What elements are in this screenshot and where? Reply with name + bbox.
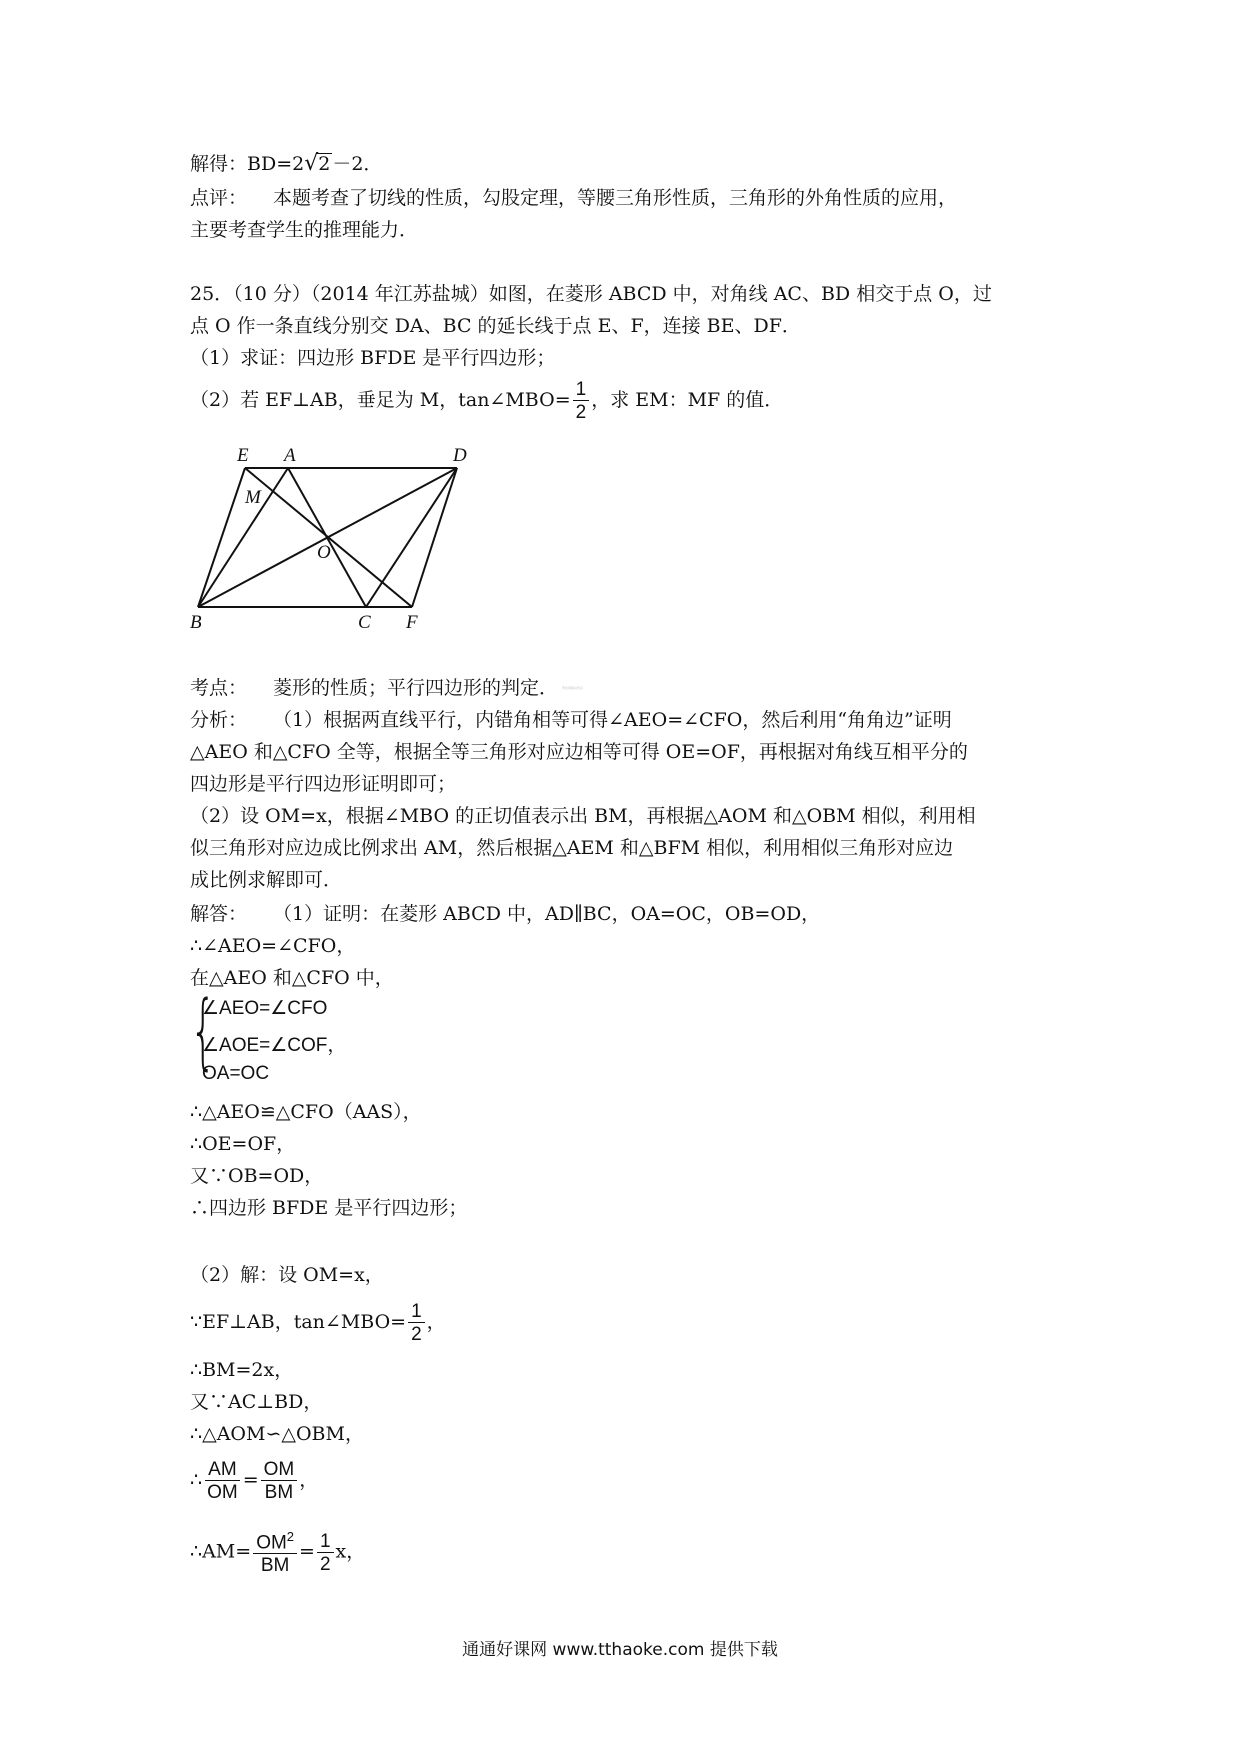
fraction-am-om: $\frac{AM}{OM}$	[207, 1459, 238, 1503]
label-D: D	[453, 445, 467, 466]
comment-text: 本题考查了切线的性质，勾股定理，等腰三角形性质，三角形的外角性质的应用，	[273, 187, 958, 209]
answer-line-6: 又∵OB=OD，	[190, 1165, 324, 1187]
problem-25-line-2: 点 O 作一条直线分别交 DA、BC 的延长线于点 E、F，连接 BE、DF．	[190, 315, 801, 337]
analysis-line-5: 似三角形对应边成比例求出 AM，然后根据△AEM 和△BFM 相似，利用相似三角形对应边	[190, 837, 954, 859]
comment-line-2: 主要考查学生的推理能力．	[190, 219, 419, 241]
fraction-half: $\frac{1}{2}$	[317, 1532, 334, 1574]
label-B: B	[190, 612, 202, 632]
analysis-line-1	[190, 708, 952, 732]
label-F: F	[406, 612, 418, 632]
answer-line-4: ∴△AEO≌△CFO（AAS），	[190, 1101, 422, 1123]
label-M: M	[245, 487, 261, 508]
comment-label: 点评：	[190, 187, 248, 209]
label-C: C	[358, 612, 371, 632]
answer-line-5: ∴OE=OF，	[190, 1133, 296, 1155]
fraction-half: $\frac{1}{2}$	[573, 380, 590, 422]
text: （2）若 EF⊥AB，垂足为 M，tan∠MBO=	[190, 389, 571, 411]
page-footer: 通通好课网 www.tthaoke.com 提供下载	[462, 1640, 778, 1660]
answer-label: 解答：	[190, 903, 248, 925]
analysis-line-2: △AEO 和△CFO 全等，根据全等三角形对应边相等可得 OE=OF，再根据对角线互相平分的	[190, 741, 968, 763]
comment-line-1	[190, 186, 957, 210]
analysis-line-3: 四边形是平行四边形证明即可；	[190, 773, 457, 795]
analysis-text: （1）根据两直线平行，内错角相等可得∠AEO=∠CFO，然后利用“角角边”证明	[273, 709, 952, 731]
analysis-label: 分析：	[190, 709, 248, 731]
answer-line-2: ∴∠AEO=∠CFO，	[190, 935, 356, 957]
condition-1: ∠AEO=∠CFO	[202, 998, 328, 1019]
kaodian-label: 考点：	[190, 677, 248, 699]
geometry-diagram	[190, 440, 490, 632]
text: ，	[426, 1311, 446, 1333]
part2-line-4: 又∵AC⊥BD，	[190, 1391, 323, 1413]
sqrt-content: 2	[318, 153, 331, 175]
fraction-half: $\frac{1}{2}$	[408, 1302, 425, 1344]
text: 解得：BD=2	[190, 153, 305, 175]
label-O: O	[317, 542, 331, 563]
part2-line-3: ∴BM=2x，	[190, 1359, 294, 1381]
sqrt-sign: √	[304, 151, 319, 176]
line-BA	[198, 468, 288, 607]
fraction-om2-bm: $\frac{OM^2}{BM}$	[253, 1530, 297, 1575]
condition-3: OA=OC	[202, 1063, 270, 1084]
problem-part-1: （1）求证：四边形 BFDE 是平行四边形；	[190, 347, 556, 369]
part2-line-6	[190, 1460, 318, 1502]
line-EF	[245, 468, 412, 607]
part2-line-5: ∴△AOM∽△OBM，	[190, 1423, 364, 1445]
line-CD	[366, 468, 457, 607]
answer-text: （1）证明：在菱形 ABCD 中，AD∥BC，OA=OC，OB=OD，	[273, 903, 821, 925]
problem-part-2	[190, 380, 783, 422]
fraction-om-bm: $\frac{OM}{BM}$	[261, 1460, 298, 1502]
part2-line-2	[190, 1302, 446, 1344]
text: =	[299, 1540, 315, 1563]
analysis-line-4: （2）设 OM=x，根据∠MBO 的正切值表示出 BM，再根据△AOM 和△OBM 相似，利用相	[190, 805, 976, 827]
text: x，	[335, 1540, 366, 1563]
solution-bd-line	[190, 152, 382, 176]
text: ∴AM=	[190, 1540, 252, 1563]
kaodian-text: 菱形的性质；平行四边形的判定．	[273, 677, 559, 699]
text: =	[242, 1469, 259, 1491]
answer-line-7: ∴四边形 BFDE 是平行四边形；	[190, 1197, 468, 1219]
problem-25-line-1: 25．（10 分）（2014 年江苏盐城）如图，在菱形 ABCD 中，对角线 AC、BD 相交于点 O，过	[190, 283, 992, 305]
text: ，	[299, 1469, 319, 1491]
text: ∵EF⊥AB，tan∠MBO=	[190, 1311, 407, 1333]
answer-line-3: 在△AEO 和△CFO 中，	[190, 967, 394, 989]
condition-2: ∠AOE=∠COF，	[202, 1035, 347, 1056]
watermark-text: 菁优网版权所有	[562, 686, 584, 690]
label-A: A	[284, 445, 296, 466]
label-E: E	[237, 445, 249, 466]
analysis-line-6: 成比例求解即可．	[190, 869, 343, 891]
part2-line-1: （2）解：设 OM=x，	[190, 1264, 384, 1286]
left-brace: {	[190, 984, 217, 1079]
text: ∴	[190, 1469, 203, 1491]
answer-line-1	[190, 902, 820, 926]
rhombus-figure	[190, 440, 490, 636]
text: －2．	[332, 153, 383, 175]
part2-line-7	[190, 1530, 365, 1575]
text: ，求 EM：MF 的值．	[591, 389, 784, 411]
kaodian-line	[190, 676, 583, 700]
